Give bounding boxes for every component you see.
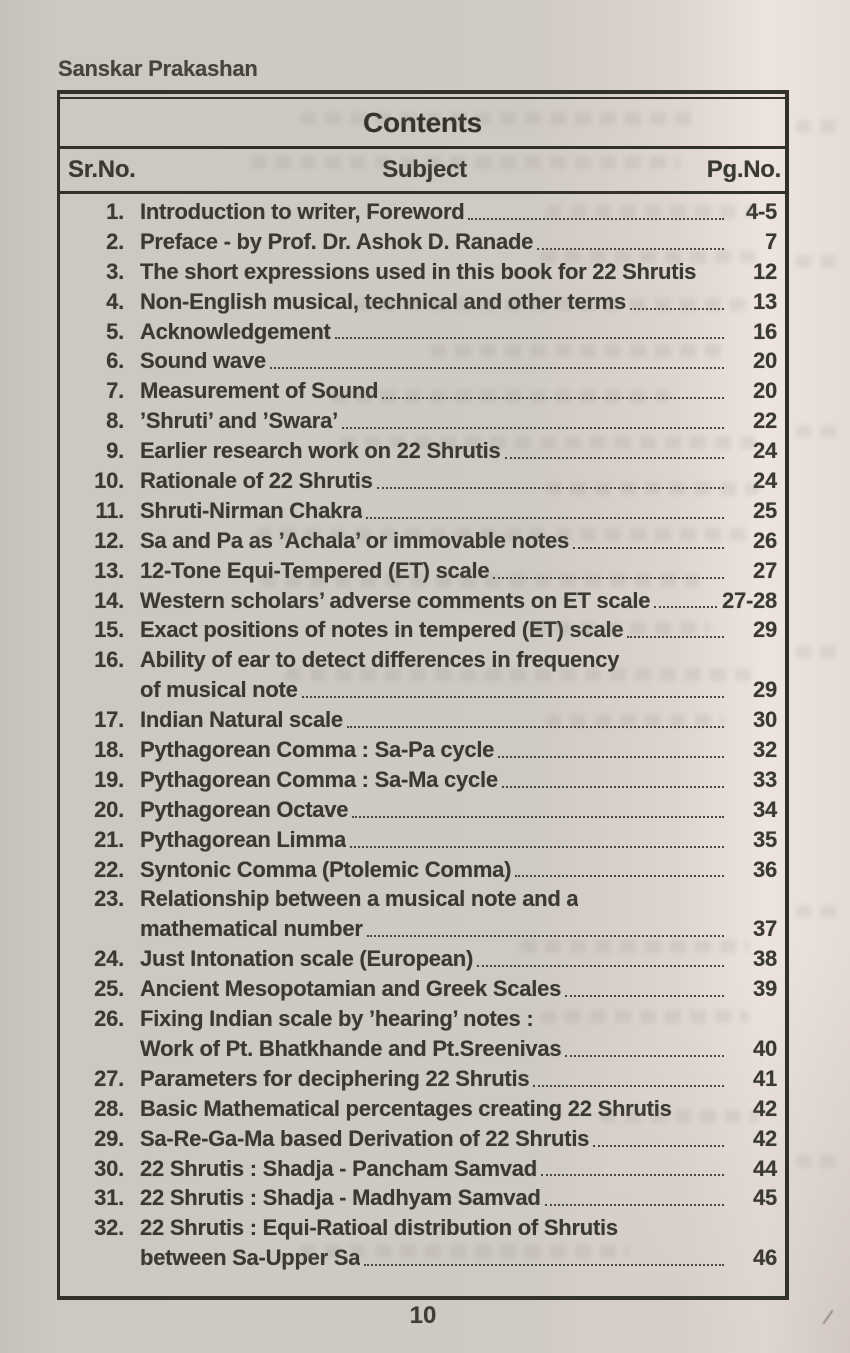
toc-entry-line: [72, 526, 777, 556]
entry-number: 29.: [94, 1125, 124, 1151]
dot-leader: [593, 1137, 724, 1147]
toc-entry-line: [72, 1124, 777, 1154]
dot-leader: [477, 957, 724, 967]
toc-entry-line: [72, 855, 777, 885]
column-header-subject: Subject: [382, 156, 467, 183]
entry-subject: of musical note: [140, 677, 298, 703]
dot-leader: [537, 240, 724, 250]
toc-entry-line: [72, 795, 777, 825]
entry-page-number: 33: [753, 766, 777, 792]
toc-entry-line: [72, 765, 777, 795]
toc-entry-line: [72, 1034, 777, 1064]
toc-entry-line: [72, 406, 777, 436]
entry-page-number: 27-28: [721, 587, 777, 613]
toc-entry-line: [72, 675, 777, 705]
entry-subject: The short expressions used in this book for 22 Shrutis: [140, 258, 697, 284]
entry-page-number: 45: [753, 1185, 777, 1211]
toc-entry-line: [72, 1183, 777, 1213]
entry-page-number: 22: [753, 408, 777, 434]
toc-entry-line: [72, 914, 777, 944]
entry-number: 31.: [94, 1185, 124, 1211]
entry-page-number: 20: [753, 348, 777, 374]
dot-leader: [505, 449, 724, 459]
dot-leader: [502, 778, 724, 788]
entry-subject: Work of Pt. Bhatkhande and Pt.Sreenivas: [140, 1035, 562, 1061]
toc-entry-line: [72, 1094, 777, 1124]
toc-entry-line: [72, 257, 777, 287]
entry-number: 11.: [95, 497, 124, 523]
entry-number: 16.: [94, 647, 124, 673]
entry-page-number: 35: [753, 826, 777, 852]
entry-number: 23.: [94, 886, 124, 912]
entry-number: 26.: [94, 1006, 124, 1032]
entry-subject: Syntonic Comma (Ptolemic Comma): [140, 856, 512, 882]
entry-number: 5.: [106, 318, 124, 344]
entry-subject: Relationship between a musical note and a: [140, 886, 579, 912]
toc-entry-line: [72, 586, 777, 616]
entry-number: 19.: [94, 766, 124, 792]
entry-page-number: 7: [765, 228, 777, 254]
entry-number: 6.: [106, 348, 124, 374]
toc-entries: [60, 194, 785, 1273]
toc-entry-line: [72, 376, 777, 406]
entry-page-number: 40: [753, 1035, 777, 1061]
toc-entry-line: [72, 1064, 777, 1094]
entry-number: 14.: [94, 587, 124, 613]
entry-page-number: 26: [753, 527, 777, 553]
bleed-through-artifact: [795, 645, 843, 658]
entry-subject: Indian Natural scale: [140, 707, 343, 733]
entry-subject: Just Intonation scale (European): [140, 946, 474, 972]
entry-number: 1.: [106, 199, 124, 224]
toc-entry-line: [72, 227, 777, 257]
entry-subject: ’Shruti’ and ’Swara’: [140, 408, 338, 434]
entry-number: 24.: [94, 946, 124, 972]
dot-leader: [622, 1228, 724, 1236]
entry-subject: Rationale of 22 Shrutis: [140, 468, 373, 494]
entry-subject: 22 Shrutis : Shadja - Madhyam Samvad: [140, 1185, 541, 1211]
dot-leader: [302, 688, 724, 698]
entry-number: 12.: [94, 527, 124, 553]
dot-leader: [515, 867, 724, 877]
entry-number: 22.: [94, 856, 124, 882]
dot-leader: [676, 1109, 724, 1117]
page-number: 10: [409, 1302, 437, 1329]
entry-number: 15.: [94, 617, 124, 643]
entry-number: 10.: [94, 468, 124, 494]
entry-subject: Ability of ear to detect differences in frequency: [140, 647, 620, 673]
entry-page-number: 12: [753, 258, 777, 284]
column-header-srno: Sr.No.: [68, 156, 136, 183]
toc-entry-line: [72, 287, 777, 317]
dot-leader: [565, 1047, 724, 1057]
dot-leader: [347, 718, 724, 728]
dot-leader: [627, 628, 724, 638]
contents-title: Contents: [60, 99, 785, 149]
entry-page-number: 39: [753, 976, 777, 1002]
entry-subject: Pythagorean Octave: [140, 796, 349, 822]
bleed-through-artifact: [795, 1155, 843, 1168]
entry-number: 18.: [94, 737, 124, 763]
entry-subject: Basic Mathematical percentages creating 22 Shrutis: [140, 1095, 672, 1121]
entry-page-number: 27: [753, 557, 777, 583]
toc-entry-line: [72, 496, 777, 526]
toc-entry-line: [72, 1004, 777, 1034]
toc-entry-line: [72, 944, 777, 974]
entry-page-number: 42: [753, 1125, 777, 1151]
dot-leader: [623, 660, 724, 668]
entry-number: 32.: [94, 1215, 124, 1241]
entry-page-number: 13: [753, 288, 777, 314]
toc-entry-line: [72, 615, 777, 645]
dot-leader: [498, 748, 724, 758]
dot-leader: [545, 1196, 724, 1206]
entry-number: 2.: [106, 228, 124, 254]
entry-page-number: 44: [753, 1155, 777, 1181]
entry-number: 13.: [94, 557, 124, 583]
toc-entry-line: [72, 466, 777, 496]
entry-number: 3.: [106, 258, 124, 284]
entry-subject: Western scholars’ adverse comments on ET scale: [140, 587, 651, 613]
entry-subject: Ancient Mesopotamian and Greek Scales: [140, 976, 562, 1002]
entry-page-number: 34: [753, 796, 777, 822]
bleed-through-artifact: [795, 255, 843, 268]
entry-subject: Sa-Re-Ga-Ma based Derivation of 22 Shrutis: [140, 1125, 590, 1151]
dot-leader: [377, 479, 724, 489]
dot-leader: [352, 808, 724, 818]
dot-leader: [573, 539, 724, 549]
toc-entry-line: [72, 884, 777, 914]
toc-entry-line: [72, 346, 777, 376]
dot-leader: [350, 838, 724, 848]
entry-page-number: 4-5: [745, 199, 777, 224]
dot-leader: [541, 1166, 724, 1176]
entry-subject: Sa and Pa as ’Achala’ or immovable notes: [140, 527, 569, 553]
entry-subject: 12-Tone Equi-Tempered (ET) scale: [140, 557, 490, 583]
column-header-row: [60, 149, 785, 194]
toc-entry-line: [72, 825, 777, 855]
entry-page-number: 30: [753, 707, 777, 733]
bleed-through-artifact: [795, 425, 843, 438]
entry-subject: Introduction to writer, Foreword: [140, 199, 465, 224]
entry-number: 20.: [94, 796, 124, 822]
toc-entry-line: [72, 735, 777, 765]
entry-subject: Pythagorean Comma : Sa-Pa cycle: [140, 737, 495, 763]
dot-leader: [654, 598, 717, 608]
entry-page-number: 46: [753, 1245, 777, 1271]
entry-page-number: 38: [753, 946, 777, 972]
entry-number: 7.: [106, 378, 124, 404]
dot-leader: [630, 300, 724, 310]
contents-box: [57, 90, 789, 1300]
column-header-pgno: Pg.No.: [706, 156, 781, 183]
bleed-through-artifact: [795, 905, 843, 918]
dot-leader: [364, 1256, 724, 1266]
entry-page-number: 41: [753, 1065, 777, 1091]
toc-entry-line: [72, 705, 777, 735]
entry-number: 4.: [106, 288, 124, 314]
toc-entry-line: [72, 317, 777, 347]
toc-entry-line: [72, 436, 777, 466]
entry-number: 25.: [94, 976, 124, 1002]
entry-page-number: 42: [753, 1095, 777, 1121]
entry-subject: Exact positions of notes in tempered (ET) scale: [140, 617, 624, 643]
entry-page-number: 24: [753, 468, 777, 494]
entry-page-number: 16: [753, 318, 777, 344]
entry-number: 27.: [94, 1065, 124, 1091]
entry-number: 8.: [106, 408, 124, 434]
publisher-name: Sanskar Prakashan: [58, 56, 258, 81]
dot-leader: [468, 210, 724, 220]
entry-page-number: 24: [753, 438, 777, 464]
dot-leader: [342, 419, 724, 429]
dot-leader: [582, 899, 724, 907]
toc-entry-line: [72, 974, 777, 1004]
entry-page-number: 25: [753, 497, 777, 523]
entry-page-number: 29: [753, 677, 777, 703]
entry-page-number: 36: [753, 856, 777, 882]
dot-leader: [335, 329, 724, 339]
entry-number: 30.: [94, 1155, 124, 1181]
entry-page-number: 20: [753, 378, 777, 404]
dot-leader: [270, 359, 724, 369]
bleed-through-artifact: [795, 120, 843, 133]
entry-subject: Acknowledgement: [140, 318, 331, 344]
dot-leader: [366, 509, 724, 519]
toc-entry-line: [72, 197, 777, 227]
entry-subject: Parameters for deciphering 22 Shrutis: [140, 1065, 530, 1091]
entry-page-number: 32: [753, 737, 777, 763]
entry-number: 28.: [94, 1095, 124, 1121]
dot-leader: [493, 569, 724, 579]
entry-subject: between Sa-Upper Sa: [140, 1245, 361, 1271]
toc-entry-line: [72, 1243, 777, 1273]
entry-subject: Pythagorean Limma: [140, 826, 347, 852]
toc-entry-line: [72, 1213, 777, 1243]
entry-page-number: 29: [753, 617, 777, 643]
dot-leader: [537, 1019, 724, 1027]
entry-subject: Non-English musical, technical and other terms: [140, 288, 627, 314]
entry-number: 9.: [106, 438, 124, 464]
toc-entry-line: [72, 556, 777, 586]
dot-leader: [533, 1077, 724, 1087]
entry-subject: Measurement of Sound: [140, 378, 379, 404]
entry-number: 21.: [94, 826, 124, 852]
entry-subject: mathematical number: [140, 916, 363, 942]
entry-page-number: 37: [753, 916, 777, 942]
dot-leader: [700, 272, 724, 280]
entry-subject: Shruti-Nirman Chakra: [140, 497, 363, 523]
entry-subject: 22 Shrutis : Equi-Ratioal distribution of Shrutis: [140, 1215, 618, 1241]
toc-entry-line: [72, 645, 777, 675]
entry-number: 17.: [94, 707, 124, 733]
entry-subject: 22 Shrutis : Shadja - Pancham Samvad: [140, 1155, 537, 1181]
stray-pen-mark: [823, 1310, 834, 1324]
entry-subject: Sound wave: [140, 348, 266, 374]
toc-entry-line: [72, 1154, 777, 1184]
dot-leader: [367, 927, 724, 937]
dot-leader: [382, 389, 724, 399]
entry-subject: Preface - by Prof. Dr. Ashok D. Ranade: [140, 228, 534, 254]
dot-leader: [565, 987, 724, 997]
entry-subject: Earlier research work on 22 Shrutis: [140, 438, 501, 464]
entry-subject: Fixing Indian scale by ’hearing’ notes :: [140, 1006, 534, 1032]
entry-subject: Pythagorean Comma : Sa-Ma cycle: [140, 766, 498, 792]
